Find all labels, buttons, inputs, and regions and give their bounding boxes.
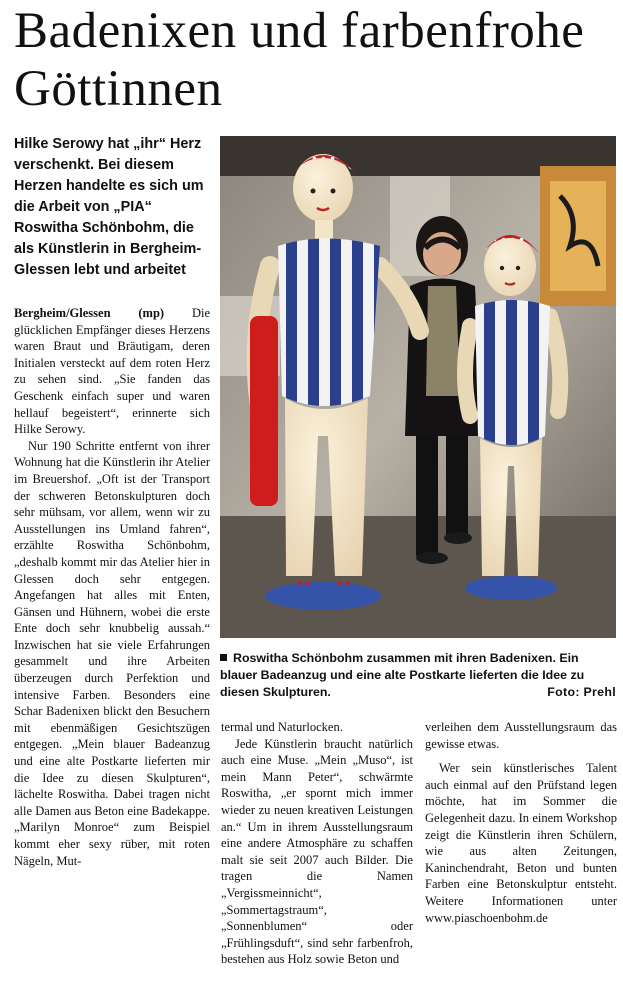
- photo-illustration: [220, 136, 616, 638]
- base-left: [265, 582, 381, 610]
- body-paragraph-3-part-2: verleihen dem Ausstellungsraum das gewisse etwas.: [425, 720, 617, 751]
- caption-text: Roswitha Schönbohm zusammen mit ihren Badenixen. Ein blauer Badeanzug und eine alte Postkarte lieferten die Idee zu diesen Skulpturen.: [220, 651, 585, 699]
- article-column-2: [221, 719, 413, 968]
- photo-caption: [220, 650, 616, 701]
- photo-credit: Foto: Prehl: [547, 685, 616, 699]
- body-paragraph-4: Wer sein künstlerisches Talent auch einmal auf den Prüfstand legen möchte, hat im Sommer die Gelegenheit dazu. In einem Workshop zeigt die Künstlerin ihren Schülern, wie aus alten Zeitungen, Kaninchendraht, Beton und bunten Farben eine Betonskulptur entsteht. Weitere Informationen unter www.piaschoenbohm.de: [425, 761, 617, 925]
- base-right: [465, 576, 557, 600]
- body-paragraph-3-part-1: Jede Künstlerin braucht natürlich auch eine Muse. „Mein „Muso“, ist mein Mann Peter“, schwärmte Roswitha, „er spornt mich immer wieder zu neuen kreativen Leistungen an.“ Um in ihrem Ausstellungsraum eine andere Atmosphäre zu schaffen malt sie seit 2007 auch Bilder. Die tragen die Namen „Vergissmeinnicht“, „Sommertagstraum“, „Sonnenblumen“ oder „Frühlingsduft“, sind sehr farbenfroh, bestehen aus Holz sowie Beton und: [221, 736, 413, 967]
- body-paragraph-2-start: Nur 190 Schritte entfernt von ihrer Wohnung hat die Künstlerin ihr Atelier im Breuershof. „Oft ist der Transport der schweren Betonskulpturen doch sehr mühsam, vor allem, wenn wir zu Ausstellungen ins Umland fahren“, erzählte Roswitha Schönbohm, „deshalb kommt mir das Atelier hier in Glessen doch sehr entgegen. Angefangen hat alles mit Enten, Gänsen und Hühnern, wobei die erste Ente doch sehr knubbelig aussah.“ Inzwischen hat sie viele Erfahrungen gesammelt und ihre Arbeiten überzeugen durch Perfektion und intensive Farben. Besonders eine Schar Badenixen blickt den Besuchern mit ebenmäßigen Gesichtszügen entgegen. „Mein blauer Badeanzug und eine alte Postkarte lieferten mir die Idee zu diesen Skulpturen“, lächelte Roswitha. Dabei tragen nicht alle Damen aus Beton eine Badekappe. „Marilyn Monroe“ zum Beispiel kommt eher sexy rüber, mit roten Nägeln, Mut-: [14, 438, 210, 868]
- body-paragraph-1: Die glücklichen Empfänger dieses Herzens waren Braut und Bräutigam, deren Initialen versteckt auf dem roten Herz zu sehen sind. „Sie fanden das Geschenk einfach super und waren hellauf begeistert“, erinnerte sich Hilke Serowy.: [14, 306, 210, 437]
- red-towel: [250, 316, 278, 506]
- dateline: Bergheim/Glessen (mp): [14, 306, 165, 320]
- lead-paragraph: Hilke Serowy hat „ihr“ Herz verschenkt. Bei diesem Herzen handelte es sich um die Arbeit von „PIA“ Roswitha Schönbohm, die als Künstlerin in Bergheim-Glessen lebt und arbeitet: [14, 136, 204, 278]
- article-photo: [220, 136, 616, 638]
- swimsuit-left: [278, 239, 380, 407]
- swimsuit-right: [475, 300, 550, 445]
- body-paragraph-2-end: termal und Naturlocken.: [221, 720, 343, 734]
- headline: Badenixen und farbenfrohe Göttinnen: [14, 3, 585, 117]
- article-column-3: [425, 719, 617, 926]
- article-column-1: [14, 305, 210, 869]
- caption-marker: [220, 654, 227, 661]
